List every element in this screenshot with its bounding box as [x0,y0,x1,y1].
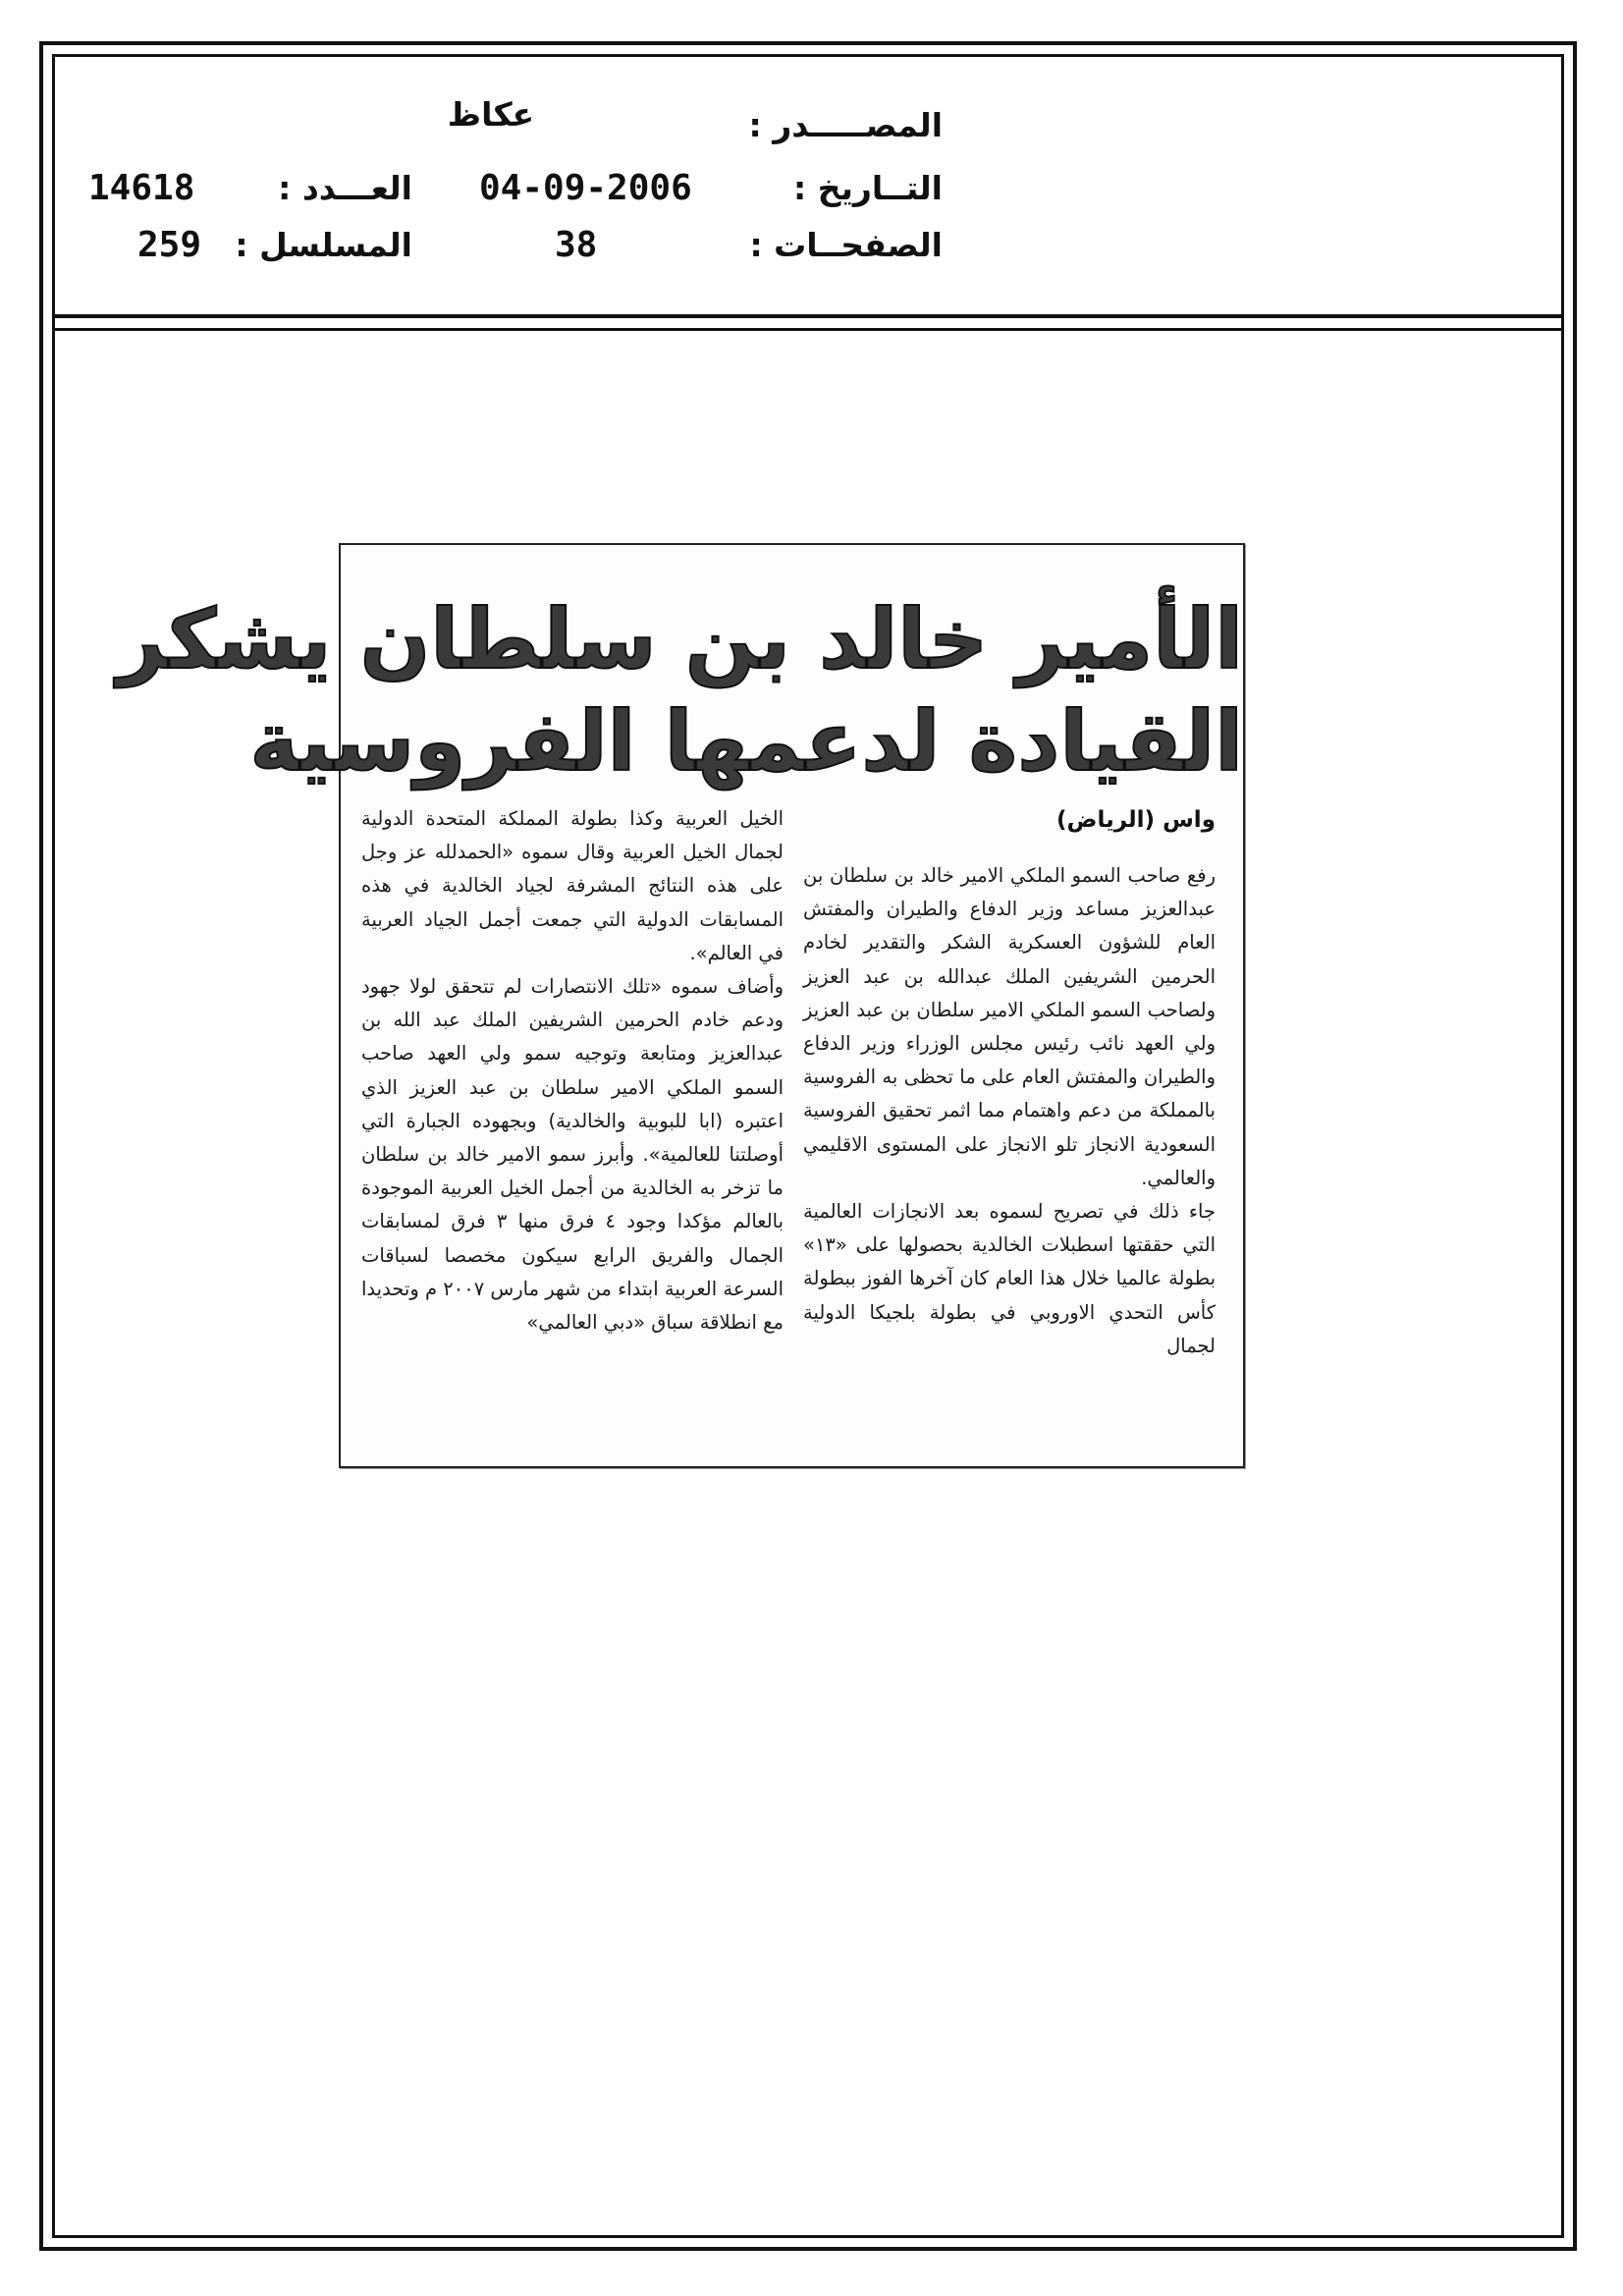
issue-value: 14618 [88,168,195,208]
headline-line-1: الأمير خالد بن سلطان يشكر [117,591,1243,687]
source-value: عكاظ [447,95,535,134]
date-value: 04-09-2006 [479,168,692,208]
date-label: التــاريخ : [793,169,943,207]
headline-line-2: القيادة لدعمها الفروسية [249,693,1243,790]
serial-label: المسلسل : [235,226,412,264]
newspaper-clipping [117,543,1245,1468]
header-divider [52,314,1564,318]
paragraph: رفع صاحب السمو الملكي الامير خالد بن سلطان بن عبدالعزيز مساعد وزير الدفاع والطيران والمفتش العام للشؤون العسكرية الشكر والتقدير لخادم الحرمين الشريفين الملك عبدالله بن عبد العزيز ولصاحب السمو الملكي الامير سلطان بن عبد العزيز ولي العهد نائب رئيس مجلس الوزراء وزير الدفاع والطيران والمفتش العام على ما تحظى به الفروسية بالمملكة من دعم واهتمام مما اثمر تحقيق الفروسية السعودية الانجاز تلو الانجاز على المستوى الاقليمي والعالمي. [803,864,1216,1189]
paragraph: وأضاف سموه «تلك الانتصارات لم تتحقق لولا جهود ودعم خادم الحرمين الشريفين الملك عبد الله بن عبدالعزيز ومتابعة وتوجيه سمو ولي العهد صاحب السمو الملكي الامير سلطان بن عبد العزيز الذي اعتبره (ابا للبوبية والخالدية) وبجهوده الجبارة التي أوصلتنا للعالمية». وأبرز سمو الامير خالد بن سلطان ما تزخر به الخالدية من أجمل الخيل العربية الموجودة بالعالم مؤكدا وجود ٤ فرق منها ٣ فرق لمسابقات الجمال والفريق الرابع سيكون مخصصا لسباقات السرعة العربية ابتداء من شهر مارس ٢٠٠٧ م وتحديدا مع انطلاقة سباق «دبي العالمي» [361,975,784,1335]
header-divider-inner [52,328,1564,331]
pages-label: الصفحــات : [749,226,943,264]
issue-label: العـــدد : [278,169,412,207]
paragraph: الخيل العربية وكذا بطولة المملكة المتحدة الدولية لجمال الخيل العربية وقال سموه «الحمدلله عز وجل على هذه النتائج المشرفة لجياد الخالدية في هذه المسابقات الدولية التي جمعت أجمل الجياد العربية في العالم». [361,807,784,964]
source-label: المصـــــدر : [748,106,943,144]
article-dateline: واس (الرياض) [1056,807,1216,833]
paragraph: جاء ذلك في تصريح لسموه بعد الانجازات العالمية التي حققتها اسطبلات الخالدية بحصولها على «١٣» بطولة عالميا خلال هذا العام كان آخرها الفوز ببطولة كأس التحدي الاوروبي في بطولة بلجيكا الدولية لجمال [803,1200,1216,1357]
article-column-left [361,802,784,1339]
serial-value: 259 [137,225,202,265]
pages-value: 38 [555,225,598,265]
article-column-right [803,859,1216,1363]
